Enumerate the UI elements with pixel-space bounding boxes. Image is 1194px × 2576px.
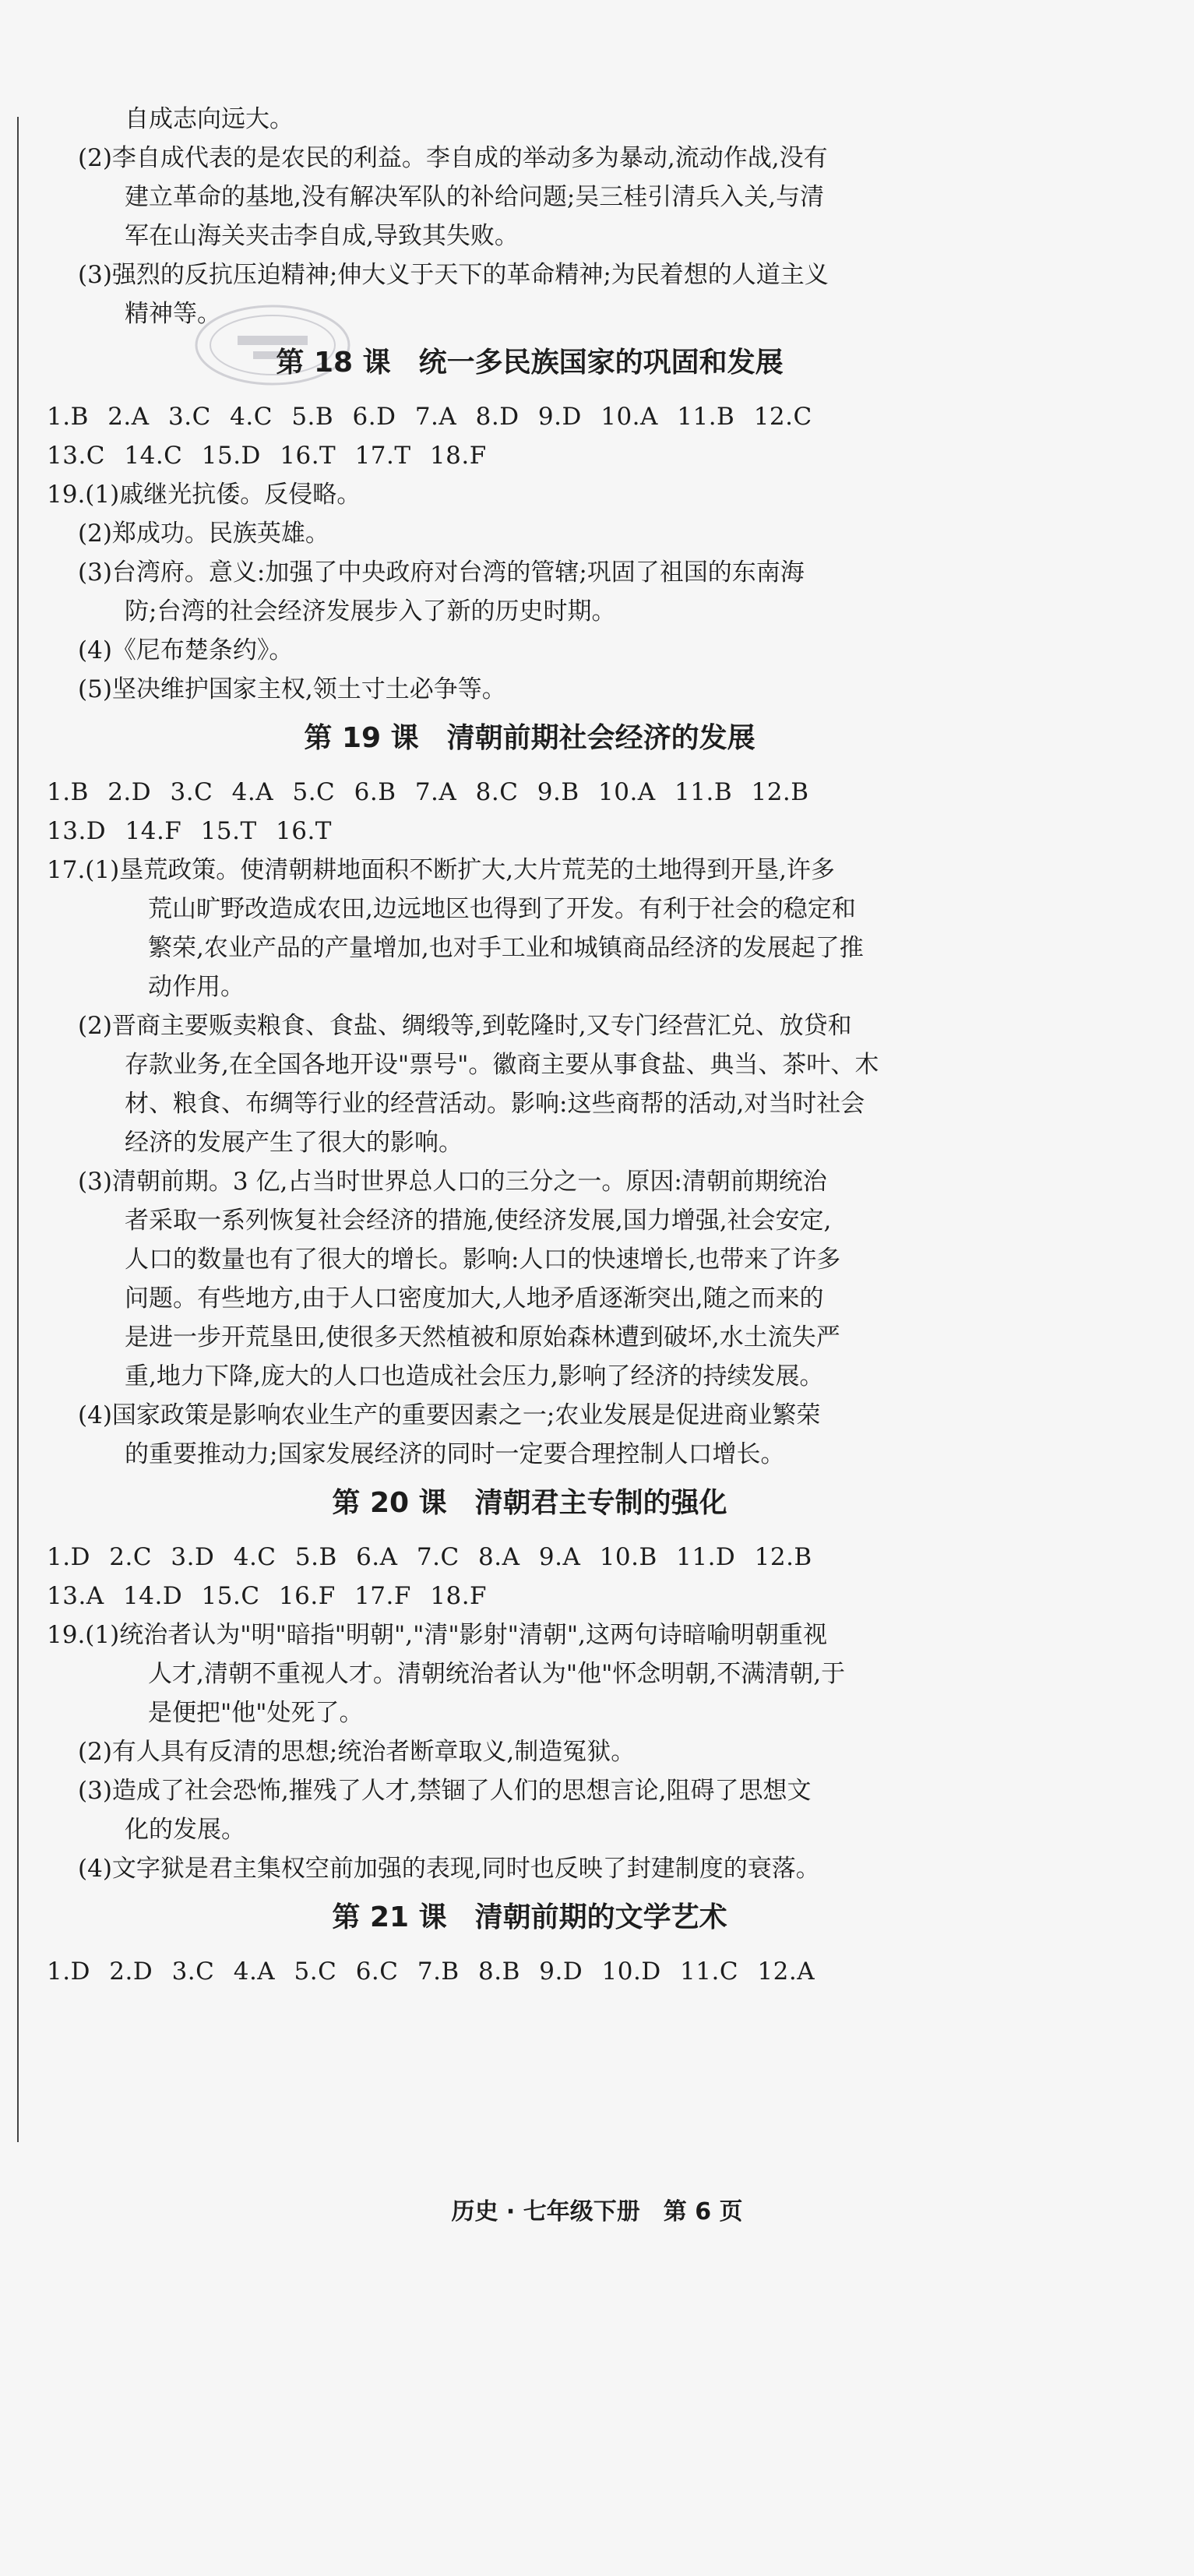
text-line: (4)《尼布楚条约》。 — [78, 636, 294, 664]
multiple-choice-answers: 13.A 14.D 15.C 16.F 17.F 18.F — [47, 1582, 488, 1610]
text-line: 军在山海关夹击李自成,导致其失败。 — [125, 222, 519, 250]
text-line: (3)造成了社会恐怖,摧残了人才,禁锢了人们的思想言论,阻碍了思想文 — [78, 1777, 812, 1805]
lesson-19-title: 第 19 课 清朝前期社会经济的发展 — [304, 722, 755, 754]
text-line: 材、粮食、布绸等行业的经营活动。影响:这些商帮的活动,对当时社会 — [125, 1090, 865, 1118]
text-line: 重,地力下降,庞大的人口也造成社会压力,影响了经济的持续发展。 — [125, 1362, 824, 1390]
text-line: 的重要推动力;国家发展经济的同时一定要合理控制人口增长。 — [125, 1440, 785, 1468]
text-line: 化的发展。 — [125, 1816, 245, 1844]
answer-key-content — [47, 100, 1013, 1991]
text-line: (5)坚决维护国家主权,领土寸土必争等。 — [78, 675, 506, 703]
margin-rule — [17, 117, 19, 2142]
text-line: 19.(1)统治者认为"明"暗指"明朝","清"影射"清朝",这两句诗暗喻明朝重视 — [47, 1621, 827, 1649]
text-line: 存款业务,在全国各地开设"票号"。徽商主要从事食盐、典当、茶叶、木 — [125, 1051, 879, 1079]
text-line: 荒山旷野改造成农田,边远地区也得到了开发。有利于社会的稳定和 — [148, 895, 856, 923]
text-line: (2)郑成功。民族英雄。 — [78, 520, 329, 548]
text-line: (3)清朝前期。3 亿,占当时世界总人口的三分之一。原因:清朝前期统治 — [78, 1168, 827, 1196]
text-line: 自成志向远大。 — [125, 105, 294, 133]
multiple-choice-answers: 1.B 2.D 3.C 4.A 5.C 6.B 7.A 8.C 9.B 10.A 11.B 12.B — [47, 778, 809, 806]
text-line: 者采取一系列恢复社会经济的措施,使经济发展,国力增强,社会安定, — [125, 1207, 832, 1235]
text-line: 经济的发展产生了很大的影响。 — [125, 1129, 463, 1157]
lesson-20-title: 第 20 课 清朝君主专制的强化 — [332, 1487, 727, 1519]
text-line: 防;台湾的社会经济发展步入了新的历史时期。 — [125, 597, 616, 625]
text-line: (2)李自成代表的是农民的利益。李自成的举动多为暴动,流动作战,没有 — [78, 144, 828, 172]
text-line: (4)文字狱是君主集权空前加强的表现,同时也反映了封建制度的衰落。 — [78, 1855, 820, 1883]
text-line: 精神等。 — [125, 300, 221, 328]
text-line: 问题。有些地方,由于人口密度加大,人地矛盾逐渐突出,随之而来的 — [125, 1284, 824, 1313]
text-line: 人口的数量也有了很大的增长。影响:人口的快速增长,也带来了许多 — [125, 1246, 841, 1274]
text-line: 17.(1)垦荒政策。使清朝耕地面积不断扩大,大片荒芜的土地得到开垦,许多 — [47, 856, 835, 884]
multiple-choice-answers: 1.D 2.C 3.D 4.C 5.B 6.A 7.C 8.A 9.A 10.B 11.D 12.B — [47, 1543, 812, 1571]
text-line: (4)国家政策是影响农业生产的重要因素之一;农业发展是促进商业繁荣 — [78, 1401, 821, 1429]
lesson-18-title: 第 18 课 统一多民族国家的巩固和发展 — [276, 347, 784, 379]
text-line: 动作用。 — [148, 973, 245, 1001]
multiple-choice-answers: 13.D 14.F 15.T 16.T — [47, 817, 332, 845]
text-line: 是便把"他"处死了。 — [148, 1699, 364, 1727]
text-line: (2)晋商主要贩卖粮食、食盐、绸缎等,到乾隆时,又专门经营汇兑、放贷和 — [78, 1012, 852, 1040]
text-line: 是进一步开荒垦田,使很多天然植被和原始森林遭到破坏,水土流失严 — [125, 1323, 840, 1351]
text-line: (2)有人具有反清的思想;统治者断章取义,制造冤狱。 — [78, 1738, 636, 1766]
page-footer: 历史 · 七年级下册 第 6 页 — [451, 2198, 743, 2225]
multiple-choice-answers: 1.B 2.A 3.C 4.C 5.B 6.D 7.A 8.D 9.D 10.A 11.B 12.C — [47, 403, 812, 431]
text-line: 繁荣,农业产品的产量增加,也对手工业和城镇商品经济的发展起了推 — [148, 934, 864, 962]
multiple-choice-answers: 13.C 14.C 15.D 16.T 17.T 18.F — [47, 442, 487, 470]
text-line: (3)强烈的反抗压迫精神;伸大义于天下的革命精神;为民着想的人道主义 — [78, 261, 829, 289]
text-line: (3)台湾府。意义:加强了中央政府对台湾的管辖;巩固了祖国的东南海 — [78, 559, 805, 587]
text-line: 19.(1)戚继光抗倭。反侵略。 — [47, 481, 361, 509]
multiple-choice-answers: 1.D 2.D 3.C 4.A 5.C 6.C 7.B 8.B 9.D 10.D 11.C 12.A — [47, 1958, 815, 1986]
text-line: 建立革命的基地,没有解决军队的补给问题;吴三桂引清兵入关,与清 — [125, 183, 825, 211]
lesson-21-title: 第 21 课 清朝前期的文学艺术 — [332, 1901, 727, 1933]
text-line: 人才,清朝不重视人才。清朝统治者认为"他"怀念明朝,不满清朝,于 — [148, 1660, 846, 1688]
